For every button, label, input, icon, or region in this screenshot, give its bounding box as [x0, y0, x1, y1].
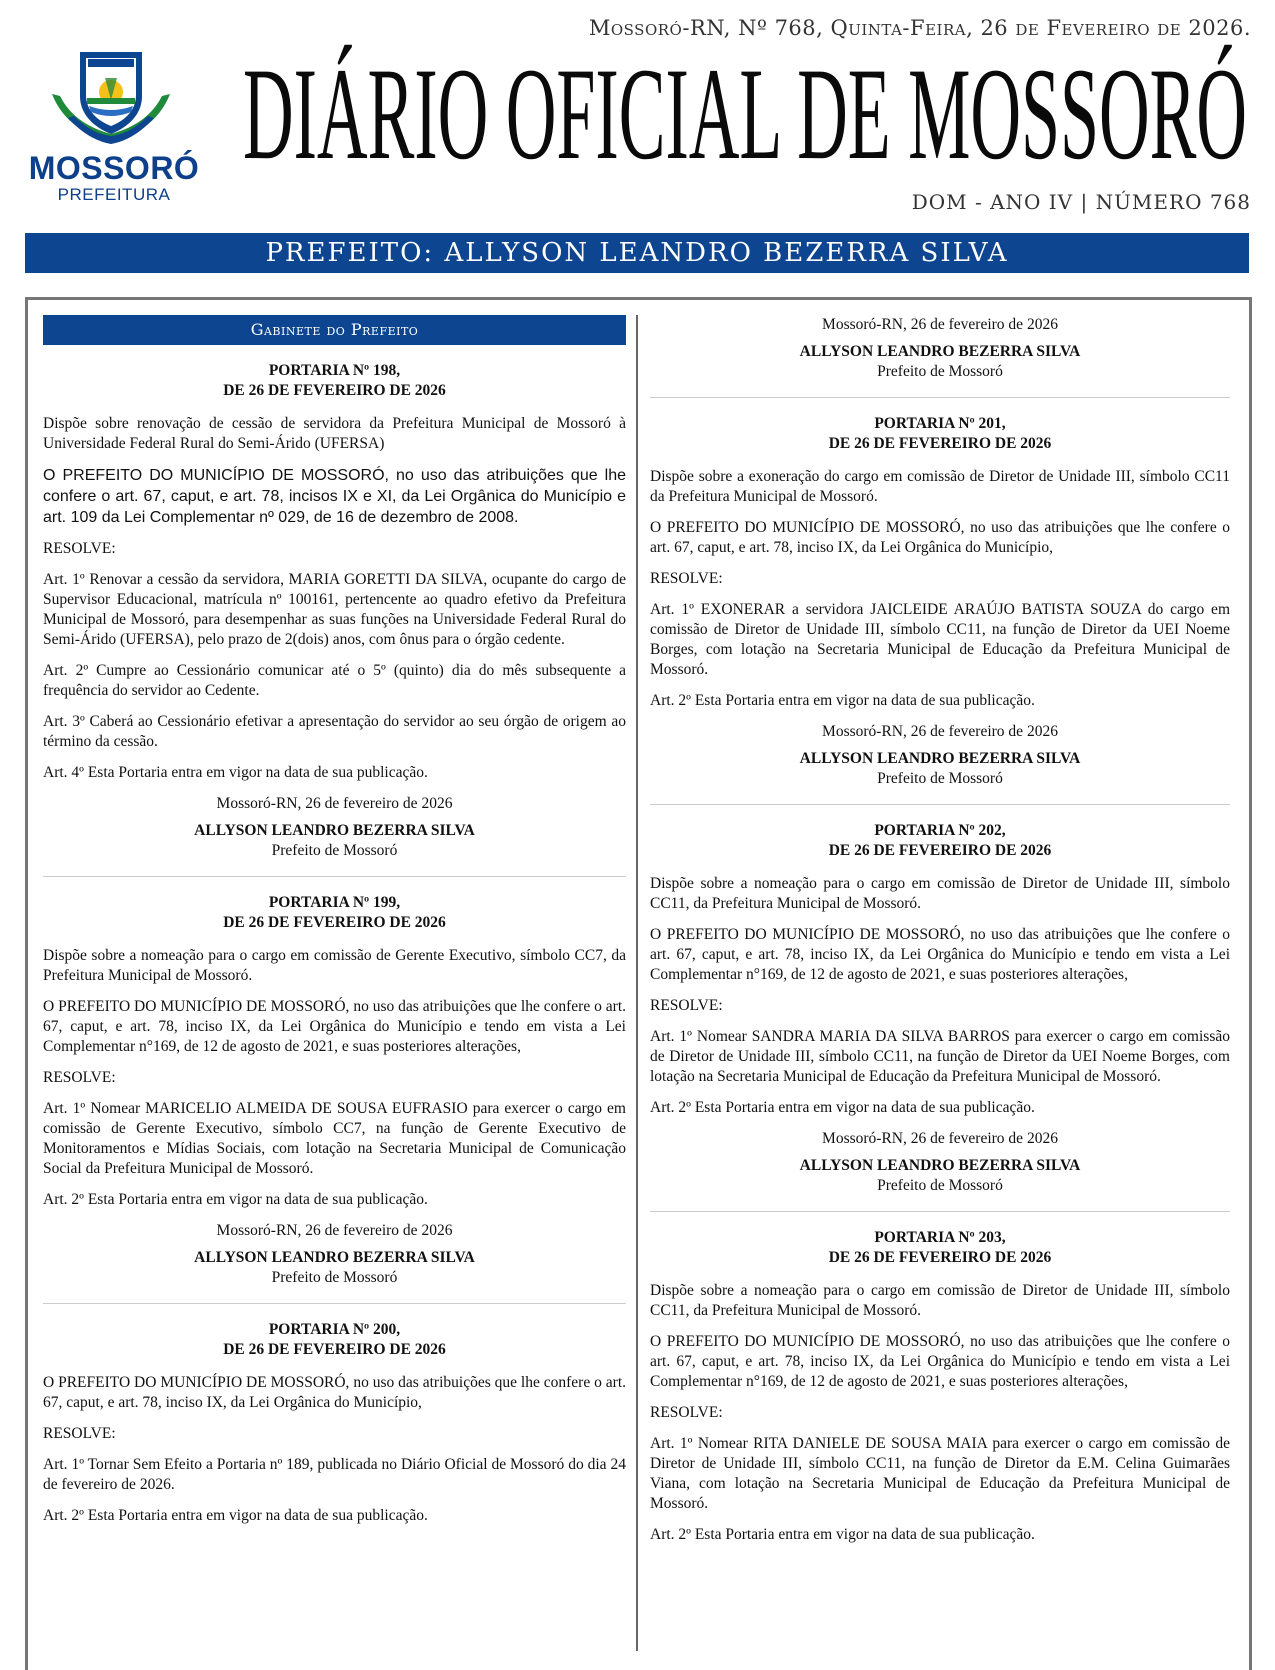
portaria-date: DE 26 DE FEVEREIRO DE 2026	[223, 914, 446, 931]
article-1: Art. 1º Nomear SANDRA MARIA DA SILVA BARROS para exercer o cargo em comissão de Diretor de Unidade III, símbolo CC11, na função de Diretor da UEI Noeme Borges, com lotação na Secretaria Municipal de Educação da Prefeitura Municipal de Mossoró.	[650, 1028, 1230, 1085]
portaria-199	[43, 893, 626, 1304]
resolve-label: RESOLVE:	[43, 1069, 116, 1086]
separator	[650, 397, 1230, 398]
article-1: Art. 1º Nomear RITA DANIELE DE SOUSA MAIA para exercer o cargo em comissão de Diretor de Unidade III, símbolo CC11, na função de Diretor da E.M. Celina Guimarães Viana, com lotação na Secretaria Municipal de Educação da Prefeitura Municipal de Mossoró.	[650, 1435, 1230, 1512]
article-2: Art. 2º Cumpre ao Cessionário comunicar até o 5º (quinto) dia do mês subsequente a frequência do servidor ao Cedente.	[43, 662, 626, 699]
portaria-201	[650, 414, 1230, 805]
portaria-date: DE 26 DE FEVEREIRO DE 2026	[828, 1249, 1052, 1266]
article-2: Art. 2º Esta Portaria entra em vigor na data de sua publicação.	[650, 1099, 1035, 1116]
portaria-number: PORTARIA Nº 202,	[874, 822, 1006, 839]
portaria-date: DE 26 DE FEVEREIRO DE 2026	[828, 435, 1052, 452]
portaria-title	[650, 821, 1230, 861]
article-1: Art. 1º EXONERAR a servidora JAICLEIDE ARAÚJO BATISTA SOUZA do cargo em comissão de Diretor de Unidade III, símbolo CC11, na função de Diretor da UEI Noeme Borges, com lotação na Secretaria Municipal de Educação da Prefeitura Municipal de Mossoró.	[650, 601, 1230, 678]
ementa: Dispõe sobre a nomeação para o cargo em comissão de Diretor de Unidade III, símbolo CC11, da Prefeitura Municipal de Mossoró.	[650, 1282, 1230, 1319]
portaria-date: DE 26 DE FEVEREIRO DE 2026	[223, 382, 446, 399]
article-2: Art. 2º Esta Portaria entra em vigor na data de sua publicação.	[43, 1507, 428, 1524]
signer-role: Prefeito de Mossoró	[877, 770, 1003, 787]
masthead-text: DIÁRIO OFICIAL DE MOSSORÓ	[243, 40, 1247, 180]
portaria-number: PORTARIA Nº 200,	[268, 1321, 401, 1338]
signer-name: ALLYSON LEANDRO BEZERRA SILVA	[194, 822, 475, 839]
article-2: Art. 2º Esta Portaria entra em vigor na data de sua publicação.	[650, 1526, 1035, 1543]
preamble: O PREFEITO DO MUNICÍPIO DE MOSSORÓ, no uso das atribuições que lhe confere o art. 67, caput, e art. 78, incisos IX e XI, da Lei Orgânica do Município e art. 109 da Lei Complementar nº 029, de 16 de dezembro de 2008.	[43, 467, 626, 526]
ementa: Dispõe sobre a nomeação para o cargo em comissão de Diretor de Unidade III, símbolo CC11, da Prefeitura Municipal de Mossoró.	[650, 875, 1230, 912]
signer-role: Prefeito de Mossoró	[271, 842, 398, 859]
portaria-202	[650, 821, 1230, 1212]
signer-role: Prefeito de Mossoró	[877, 363, 1003, 380]
portaria-number: PORTARIA Nº 198,	[268, 362, 401, 379]
portaria-number: PORTARIA Nº 203,	[874, 1229, 1006, 1246]
article-2: Art. 2º Esta Portaria entra em vigor na data de sua publicação.	[650, 692, 1035, 709]
portaria-title	[650, 414, 1230, 454]
portaria-number: PORTARIA Nº 201,	[874, 415, 1006, 432]
preamble: O PREFEITO DO MUNICÍPIO DE MOSSORÓ, no uso das atribuições que lhe confere o art. 67, caput, e art. 78, inciso IX, da Lei Orgânica do Município,	[43, 1374, 626, 1411]
place-date: Mossoró-RN, 26 de fevereiro de 2026	[822, 316, 1058, 333]
portaria-date: DE 26 DE FEVEREIRO DE 2026	[223, 1341, 446, 1358]
portaria-200	[43, 1320, 626, 1526]
preamble: O PREFEITO DO MUNICÍPIO DE MOSSORÓ, no uso das atribuições que lhe confere o art. 67, caput, e art. 78, inciso IX, da Lei Orgânica do Município e tendo em vista a Lei Complementar n°169, de 12 de agosto de 2021, e suas posteriores alterações,	[650, 1333, 1230, 1390]
ementa: Dispõe sobre a nomeação para o cargo em comissão de Gerente Executivo, símbolo CC7, da Prefeitura Municipal de Mossoró.	[43, 947, 626, 984]
column-divider	[636, 315, 638, 1651]
signer-name: ALLYSON LEANDRO BEZERRA SILVA	[194, 1249, 475, 1266]
signer-role: Prefeito de Mossoró	[271, 1269, 398, 1286]
edition-line: Mossoró-RN, Nº 768, Quinta-Feira, 26 de Fevereiro de 2026.	[588, 16, 1251, 40]
portaria-number: PORTARIA Nº 199,	[268, 894, 401, 911]
portaria-198	[43, 361, 626, 877]
preamble: O PREFEITO DO MUNICÍPIO DE MOSSORÓ, no uso das atribuições que lhe confere o art. 67, caput, e art. 78, inciso IX, da Lei Orgânica do Município e tendo em vista a Lei Complementar n°169, de 12 de agosto de 2021, e suas posteriores alterações,	[650, 926, 1230, 983]
article-2: Art. 2º Esta Portaria entra em vigor na data de sua publicação.	[43, 1191, 428, 1208]
resolve-label: RESOLVE:	[650, 570, 723, 587]
laurel-ribbon-icon	[48, 90, 174, 146]
mayor-banner: PREFEITO: ALLYSON LEANDRO BEZERRA SILVA	[25, 233, 1249, 273]
signer-name: ALLYSON LEANDRO BEZERRA SILVA	[799, 1157, 1081, 1174]
separator	[650, 804, 1230, 805]
municipal-logo	[22, 48, 204, 208]
resolve-label: RESOLVE:	[43, 1425, 116, 1442]
signer-role: Prefeito de Mossoró	[877, 1177, 1003, 1194]
article-1: Art. 1º Nomear MARICELIO ALMEIDA DE SOUSA EUFRASIO para exercer o cargo em comissão de Gerente Executivo, símbolo CC7, na função de Gerente Executivo de Monitoramentos e Mídias Sociais, com lotação na Secretaria Municipal de Comunicação Social da Prefeitura Municipal de Mossoró.	[43, 1100, 626, 1177]
article-4: Art. 4º Esta Portaria entra em vigor na data de sua publicação.	[43, 764, 428, 781]
portaria-date: DE 26 DE FEVEREIRO DE 2026	[828, 842, 1052, 859]
preamble: O PREFEITO DO MUNICÍPIO DE MOSSORÓ, no uso das atribuições que lhe confere o art. 67, caput, e art. 78, inciso IX, da Lei Orgânica do Município,	[650, 519, 1230, 556]
logo-name: MOSSORÓ	[28, 150, 200, 186]
masthead-title	[236, 40, 1254, 180]
portaria-title	[650, 1228, 1230, 1268]
portaria-title	[43, 361, 626, 401]
left-column	[43, 315, 626, 1537]
article-3: Art. 3º Caberá ao Cessionário efetivar a apresentação do servidor ao seu órgão de origem ao término da cessão.	[43, 713, 626, 750]
resolve-label: RESOLVE:	[650, 1404, 723, 1421]
separator	[43, 1303, 626, 1304]
right-column	[650, 315, 1230, 1556]
issue-number-line: DOM - ANO IV | NÚMERO 768	[911, 190, 1251, 214]
logo-subtitle: PREFEITURA	[57, 185, 171, 204]
preamble: O PREFEITO DO MUNICÍPIO DE MOSSORÓ, no uso das atribuições que lhe confere o art. 67, caput, e art. 78, inciso IX, da Lei Orgânica do Município e tendo em vista a Lei Complementar n°169, de 12 de agosto de 2021, e suas posteriores alterações,	[43, 998, 626, 1055]
article-1: Art. 1º Tornar Sem Efeito a Portaria nº 189, publicada no Diário Oficial de Mossoró do dia 24 de fevereiro de 2026.	[43, 1456, 626, 1493]
separator	[650, 1211, 1230, 1212]
portaria-title	[43, 893, 626, 933]
ementa: Dispõe sobre a exoneração do cargo em comissão de Diretor de Unidade III, símbolo CC11 da Prefeitura Municipal de Mossoró.	[650, 468, 1230, 505]
resolve-label: RESOLVE:	[43, 540, 116, 557]
place-date: Mossoró-RN, 26 de fevereiro de 2026	[216, 795, 453, 812]
article-1: Art. 1º Renovar a cessão da servidora, MARIA GORETTI DA SILVA, ocupante do cargo de Supervisor Educacional, matrícula nº 100161, pertencente ao quadro efetivo da Prefeitura Municipal de Mossoró, para desempenhar as suas funções na Universidade Federal Rural do Semi-Árido (UFERSA), pelo prazo de 2(dois) anos, com ônus para o órgão cedente.	[43, 571, 626, 648]
resolve-label: RESOLVE:	[650, 997, 723, 1014]
place-date: Mossoró-RN, 26 de fevereiro de 2026	[216, 1222, 453, 1239]
portaria-203	[650, 1228, 1230, 1545]
ementa: Dispõe sobre renovação de cessão de servidora da Prefeitura Municipal de Mossoró à Universidade Federal Rural do Semi-Árido (UFERSA)	[43, 415, 626, 452]
portaria-200-continuation	[650, 315, 1230, 398]
place-date: Mossoró-RN, 26 de fevereiro de 2026	[822, 723, 1058, 740]
portaria-title	[43, 1320, 626, 1360]
section-header: Gabinete do Prefeito	[43, 315, 626, 345]
signer-name: ALLYSON LEANDRO BEZERRA SILVA	[799, 343, 1081, 360]
signer-name: ALLYSON LEANDRO BEZERRA SILVA	[799, 750, 1081, 767]
separator	[43, 876, 626, 877]
place-date: Mossoró-RN, 26 de fevereiro de 2026	[822, 1130, 1058, 1147]
